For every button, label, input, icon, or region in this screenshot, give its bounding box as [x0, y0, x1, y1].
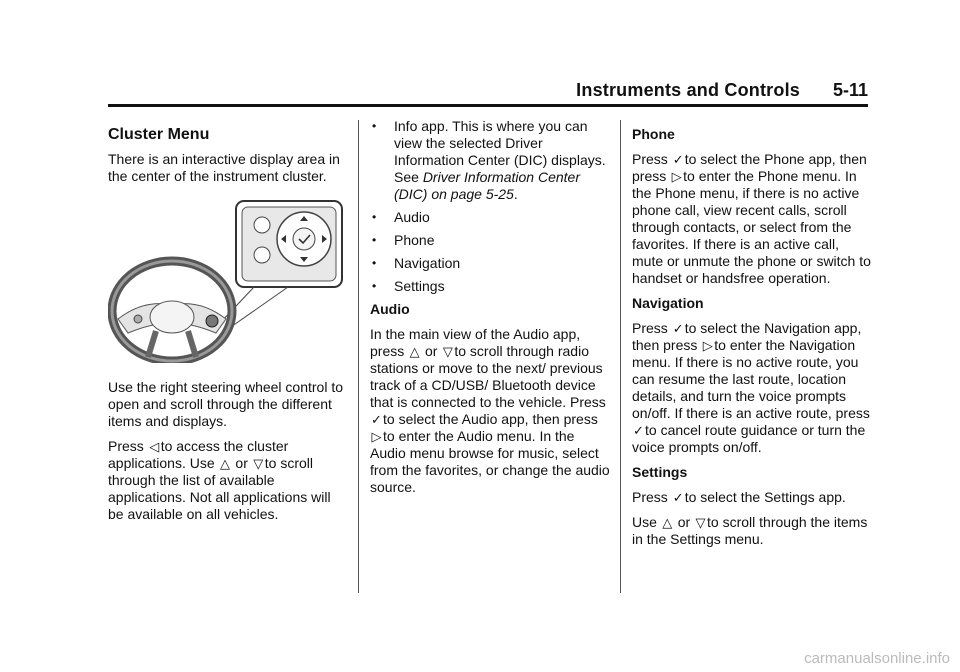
- checkmark-icon: ✓: [633, 423, 644, 438]
- checkmark-icon: ✓: [672, 490, 684, 505]
- bullet-icon: •: [372, 256, 377, 270]
- section-title: Instruments and Controls: [576, 80, 800, 100]
- scroll-down-icon: ▽: [695, 515, 706, 530]
- scroll-down-icon: ▽: [253, 456, 264, 471]
- scroll-down-icon: ▽: [442, 344, 453, 359]
- cluster-menu-heading: Cluster Menu: [108, 126, 210, 143]
- column-1: [108, 122, 344, 531]
- settings-paragraph-1: Press ✓to select the Settings app.: [632, 489, 846, 505]
- header-rule: [108, 104, 868, 107]
- watermark: carmanualsonline.info: [804, 650, 950, 667]
- list-item: • Info app. This is where you can view the selected Driver Information Center (DIC) displays. See Driver Information Center (DIC) on page 5-25.: [372, 118, 606, 202]
- navigation-heading: Navigation: [632, 295, 704, 311]
- checkmark-icon: ✓: [672, 321, 684, 336]
- bullet-icon: •: [372, 279, 377, 293]
- phone-paragraph: Press ✓to select the Phone app, then press ▷ to enter the Phone menu. In the Phone menu, if there is no active phone call, view recent calls, scroll through contacts, or select from the favorites. If there is an active call, mute or unmute the phone or switch to handset or handsfree operation.: [632, 151, 871, 286]
- bullet-icon: •: [372, 210, 377, 224]
- bullet-icon: •: [372, 233, 377, 247]
- page-number: 5-11: [832, 80, 868, 100]
- press-paragraph: Press ◁ to access the cluster applications. Use △ or ▽ to scroll through the list of available applications. Not all applications will be available on all vehicles.: [108, 438, 331, 522]
- list-item: • Navigation: [372, 255, 461, 271]
- right-arrow-icon: ▷: [371, 429, 382, 444]
- settings-heading: Settings: [632, 464, 688, 480]
- scroll-up-icon: △: [220, 456, 231, 471]
- bullet-icon: •: [372, 119, 377, 133]
- column-2: [370, 118, 610, 504]
- scroll-up-icon: △: [662, 515, 673, 530]
- right-arrow-icon: ▷: [702, 338, 713, 353]
- list-item: • Audio: [372, 209, 430, 225]
- settings-paragraph-2: Use △ or ▽ to scroll through the items in the Settings menu.: [632, 514, 868, 547]
- checkmark-icon: ✓: [371, 412, 382, 427]
- column-divider: [620, 120, 621, 593]
- list-item: • Phone: [372, 232, 435, 248]
- checkmark-icon: ✓: [672, 152, 684, 167]
- list-item: • Settings: [372, 278, 445, 294]
- app-list: [370, 118, 610, 295]
- column-divider: [358, 120, 359, 593]
- steering-wheel-illustration: [108, 199, 344, 363]
- navigation-paragraph: Press ✓to select the Navigation app, then press ▷ to enter the Navigation menu. If there is no active route, you can resume the last route, location details, and turn the voice prompts on/off. If there is an active route, press ✓to cancel route guidance or turn the voice prompts on/off.: [632, 320, 870, 455]
- audio-paragraph: In the main view of the Audio app, press △ or ▽ to scroll through radio stations or move to the next/ previous track of a CD/USB/ Bluetooth device that is connected to the vehicle. Press ✓to select the Audio app, then press ▷ to enter the Audio menu. In the Audio menu browse for music, select from the favorites, or change the audio source.: [370, 326, 610, 495]
- column-3: [632, 126, 872, 556]
- phone-heading: Phone: [632, 126, 675, 142]
- select-left-icon: ◁: [149, 439, 160, 454]
- intro-paragraph: There is an interactive display area in the center of the instrument cluster.: [108, 151, 340, 184]
- scroll-up-icon: △: [409, 344, 420, 359]
- dic-reference-link[interactable]: Driver Information Center (DIC) on page 5-25: [394, 169, 580, 202]
- usage-paragraph: Use the right steering wheel control to open and scroll through the different items and displays.: [108, 379, 344, 429]
- page-header: [108, 78, 868, 108]
- right-arrow-icon: ▷: [671, 169, 682, 184]
- audio-heading: Audio: [370, 301, 410, 317]
